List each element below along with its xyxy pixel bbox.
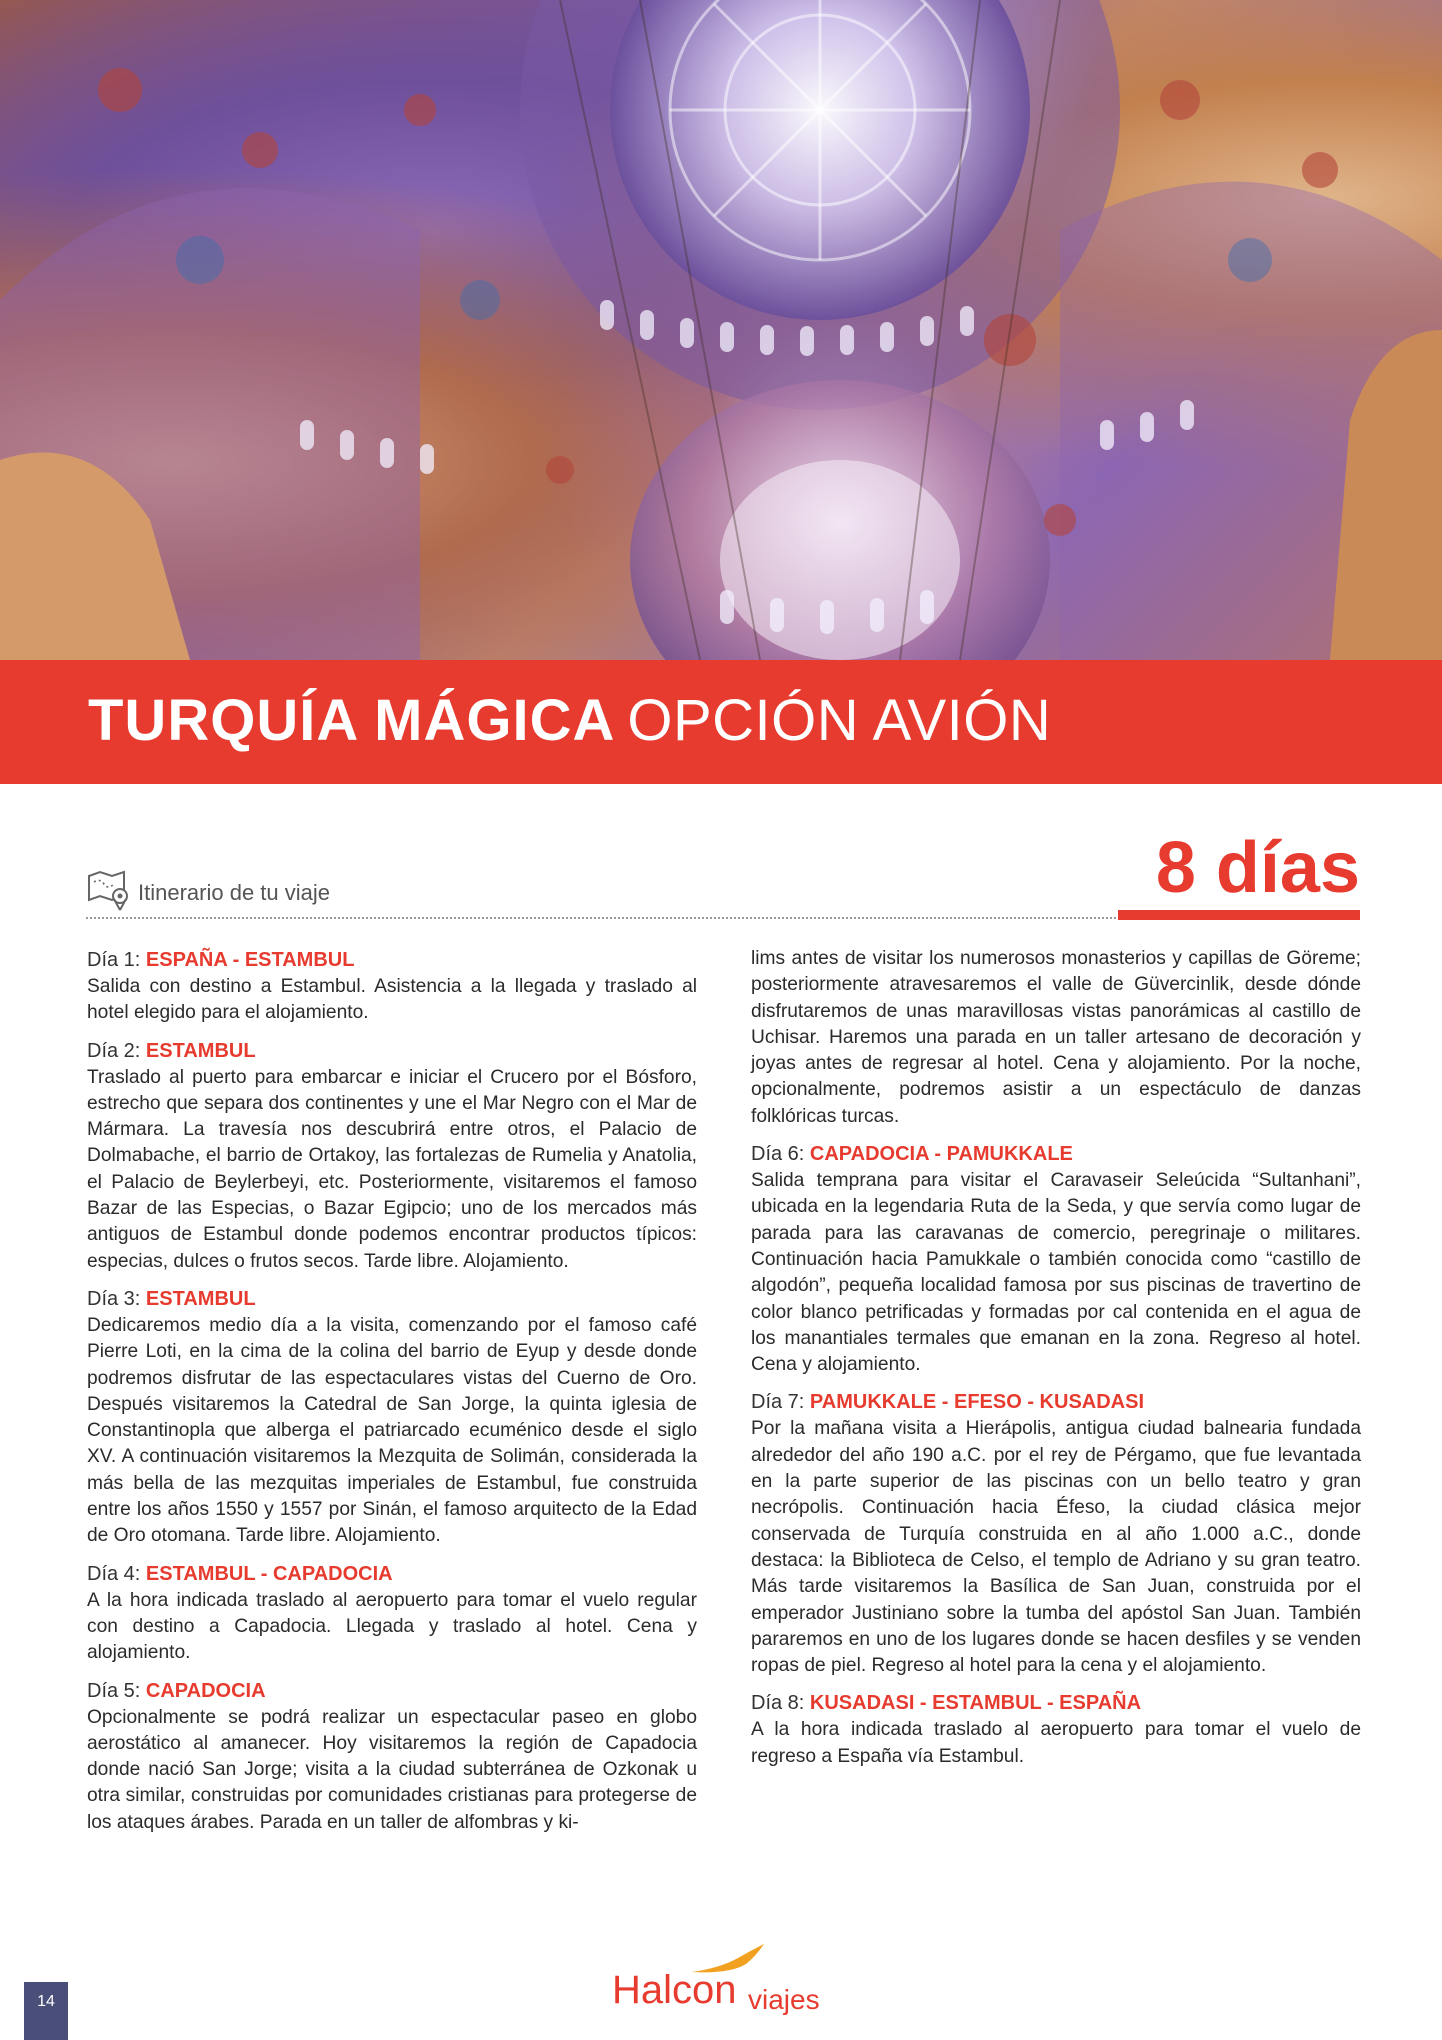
day-5-continued [751, 946, 1361, 1130]
day-6 [751, 1140, 1361, 1378]
title-light: OPCIÓN AVIÓN [627, 688, 1052, 753]
day-description-continued: lims antes de visitar los numerosos monasterios y capillas de Göreme; posteriormente atravesaremos el valle de Güvercinlik, desde dónde disfrutaremos de unas maravillosas vistas panorámicas al castillo de Uchisar. Haremos una parada en un taller artesano de decoración y joyas antes de regresar al hotel. Cena y alojamiento. Por la noche, opcionalmente, podremos asistir a un espectáculo de danzas folklóricas turcas. [751, 948, 1361, 1127]
itinerary-label: Itinerario de tu viaje [138, 880, 330, 905]
logo-main-text: Halcon [612, 1968, 737, 2012]
itinerary-column-left [87, 946, 697, 1846]
day-title: Día 4: ESTAMBUL - CAPADOCIA [87, 1562, 393, 1585]
day-8 [751, 1689, 1361, 1770]
title-bold: TURQUÍA MÁGICA [88, 688, 616, 753]
day-description: Traslado al puerto para embarcar e iniciar el Crucero por el Bósforo, estrecho que separa dos continentes y une el Mar Negro con el Mar de Mármara. La travesía nos descubrirá entre otros, el Palacio de Dolmabache, el barrio de Ortakoy, las fortalezas de Rumelia y Anatolia, el Palacio de Beylerbeyi, etc. Posteriormente, visitaremos el famoso Bazar de las Especias, o Bazar Egipcio; uno de los mercados más antiguos de Estambul donde podemos encontrar productos típicos: especias, dulces o frutos secos. Tarde libre. Alojamiento. [87, 1066, 697, 1272]
day-title: Día 6: CAPADOCIA - PAMUKKALE [751, 1143, 1073, 1166]
duration-underline [1118, 910, 1360, 920]
dome-illustration [0, 0, 1442, 660]
day-title: Día 8: KUSADASI - ESTAMBUL - ESPAÑA [751, 1692, 1142, 1715]
day-title: Día 2: ESTAMBUL [87, 1039, 256, 1062]
page-title [88, 686, 1051, 756]
day-description: A la hora indicada traslado al aeropuerto para tomar el vuelo regular con destino a Capadocia. Llegada y traslado al hotel. Cena y alojamiento. [87, 1589, 697, 1664]
dotted-divider [86, 917, 1116, 919]
hero-photo [0, 0, 1442, 660]
itinerary-column-right [751, 946, 1361, 1780]
logo-sub-text: viajes [748, 1984, 820, 2015]
day-description: A la hora indicada traslado al aeropuerto para tomar el vuelo de regreso a España vía Estambul. [751, 1719, 1361, 1767]
day-7 [751, 1388, 1361, 1679]
day-2 [87, 1037, 697, 1275]
day-3 [87, 1285, 697, 1550]
day-title: Día 1: ESPAÑA - ESTAMBUL [87, 949, 355, 971]
map-pin-icon [86, 866, 132, 912]
itinerary-header [86, 866, 1116, 912]
trip-duration: 8 días [1155, 828, 1360, 908]
day-title: Día 5: CAPADOCIA [87, 1679, 266, 1702]
day-description: Dedicaremos medio día a la visita, comenzando por el famoso café Pierre Loti, en la cima de la colina del barrio de Eyup y desde donde podremos disfrutar de las espectaculares vistas del Cuerno de Oro. Después visitaremos la Catedral de San Jorge, la quinta iglesia de Constantinopla que alberga el patriarcado ecuménico desde el siglo XV. A continuación visitaremos la Mezquita de Solimán, considerada la más bella de las mezquitas imperiales de Estambul, fue construida entre los años 1550 y 1557 por Sinán, el famoso arquitecto de la Edad de Oro otomana. Tarde libre. Alojamiento. [87, 1314, 697, 1547]
page-number: 14 [24, 1982, 68, 2040]
halcon-viajes-logo [612, 1942, 842, 2022]
day-title: Día 7: PAMUKKALE - EFESO - KUSADASI [751, 1391, 1145, 1414]
day-5 [87, 1677, 697, 1836]
day-description: Salida temprana para visitar el Caravaseir Seleúcida “Sultanhani”, ubicada en la legendaria Ruta de la Seda, y que servía como lugar de parada para las caravanas de comercio, peregrinaje o militares. Continuación hacia Pamukkale o también conocida como “castillo de algodón”, pequeña localidad famosa por sus piscinas de travertino de color blanco petrificadas y formadas por cal contenida en el agua de los manantiales termales que emanan en la zona. Regreso al hotel. Cena y alojamiento. [751, 1170, 1361, 1376]
day-description: Opcionalmente se podrá realizar un espectacular paseo en globo aerostático al amanecer. Hoy visitaremos la región de Capadocia donde nació San Jorge; visita a la ciudad subterránea de Ozkonak u otra similar, construidas por comunidades cristianas para protegerse de los ataques árabes. Parada en un taller de alfombras y ki- [87, 1706, 697, 1833]
day-1 [87, 946, 697, 1027]
day-description: Salida con destino a Estambul. Asistencia a la llegada y traslado al hotel elegido para el alojamiento. [87, 976, 697, 1024]
day-title: Día 3: ESTAMBUL [87, 1287, 256, 1310]
day-description: Por la mañana visita a Hierápolis, antigua ciudad balnearia fundada alrededor del año 190 a.C. por el rey de Pérgamo, que fue levantada en la parte superior de las piscinas con un bello teatro y gran necrópolis. Continuación hacia Éfeso, la ciudad clásica mejor conservada de Turquía construida en al año 1.000 a.C., donde destaca: la Biblioteca de Celso, el templo de Adriano y su gran teatro. Más tarde visitaremos la Basílica de San Juan, construida por el emperador Justiniano sobre la tumba del apóstol San Juan. También pararemos en uno de los lugares donde se hacen desfiles y se venden ropas de piel. Regreso al hotel para la cena y el alojamiento. [751, 1418, 1361, 1677]
day-4 [87, 1560, 697, 1667]
